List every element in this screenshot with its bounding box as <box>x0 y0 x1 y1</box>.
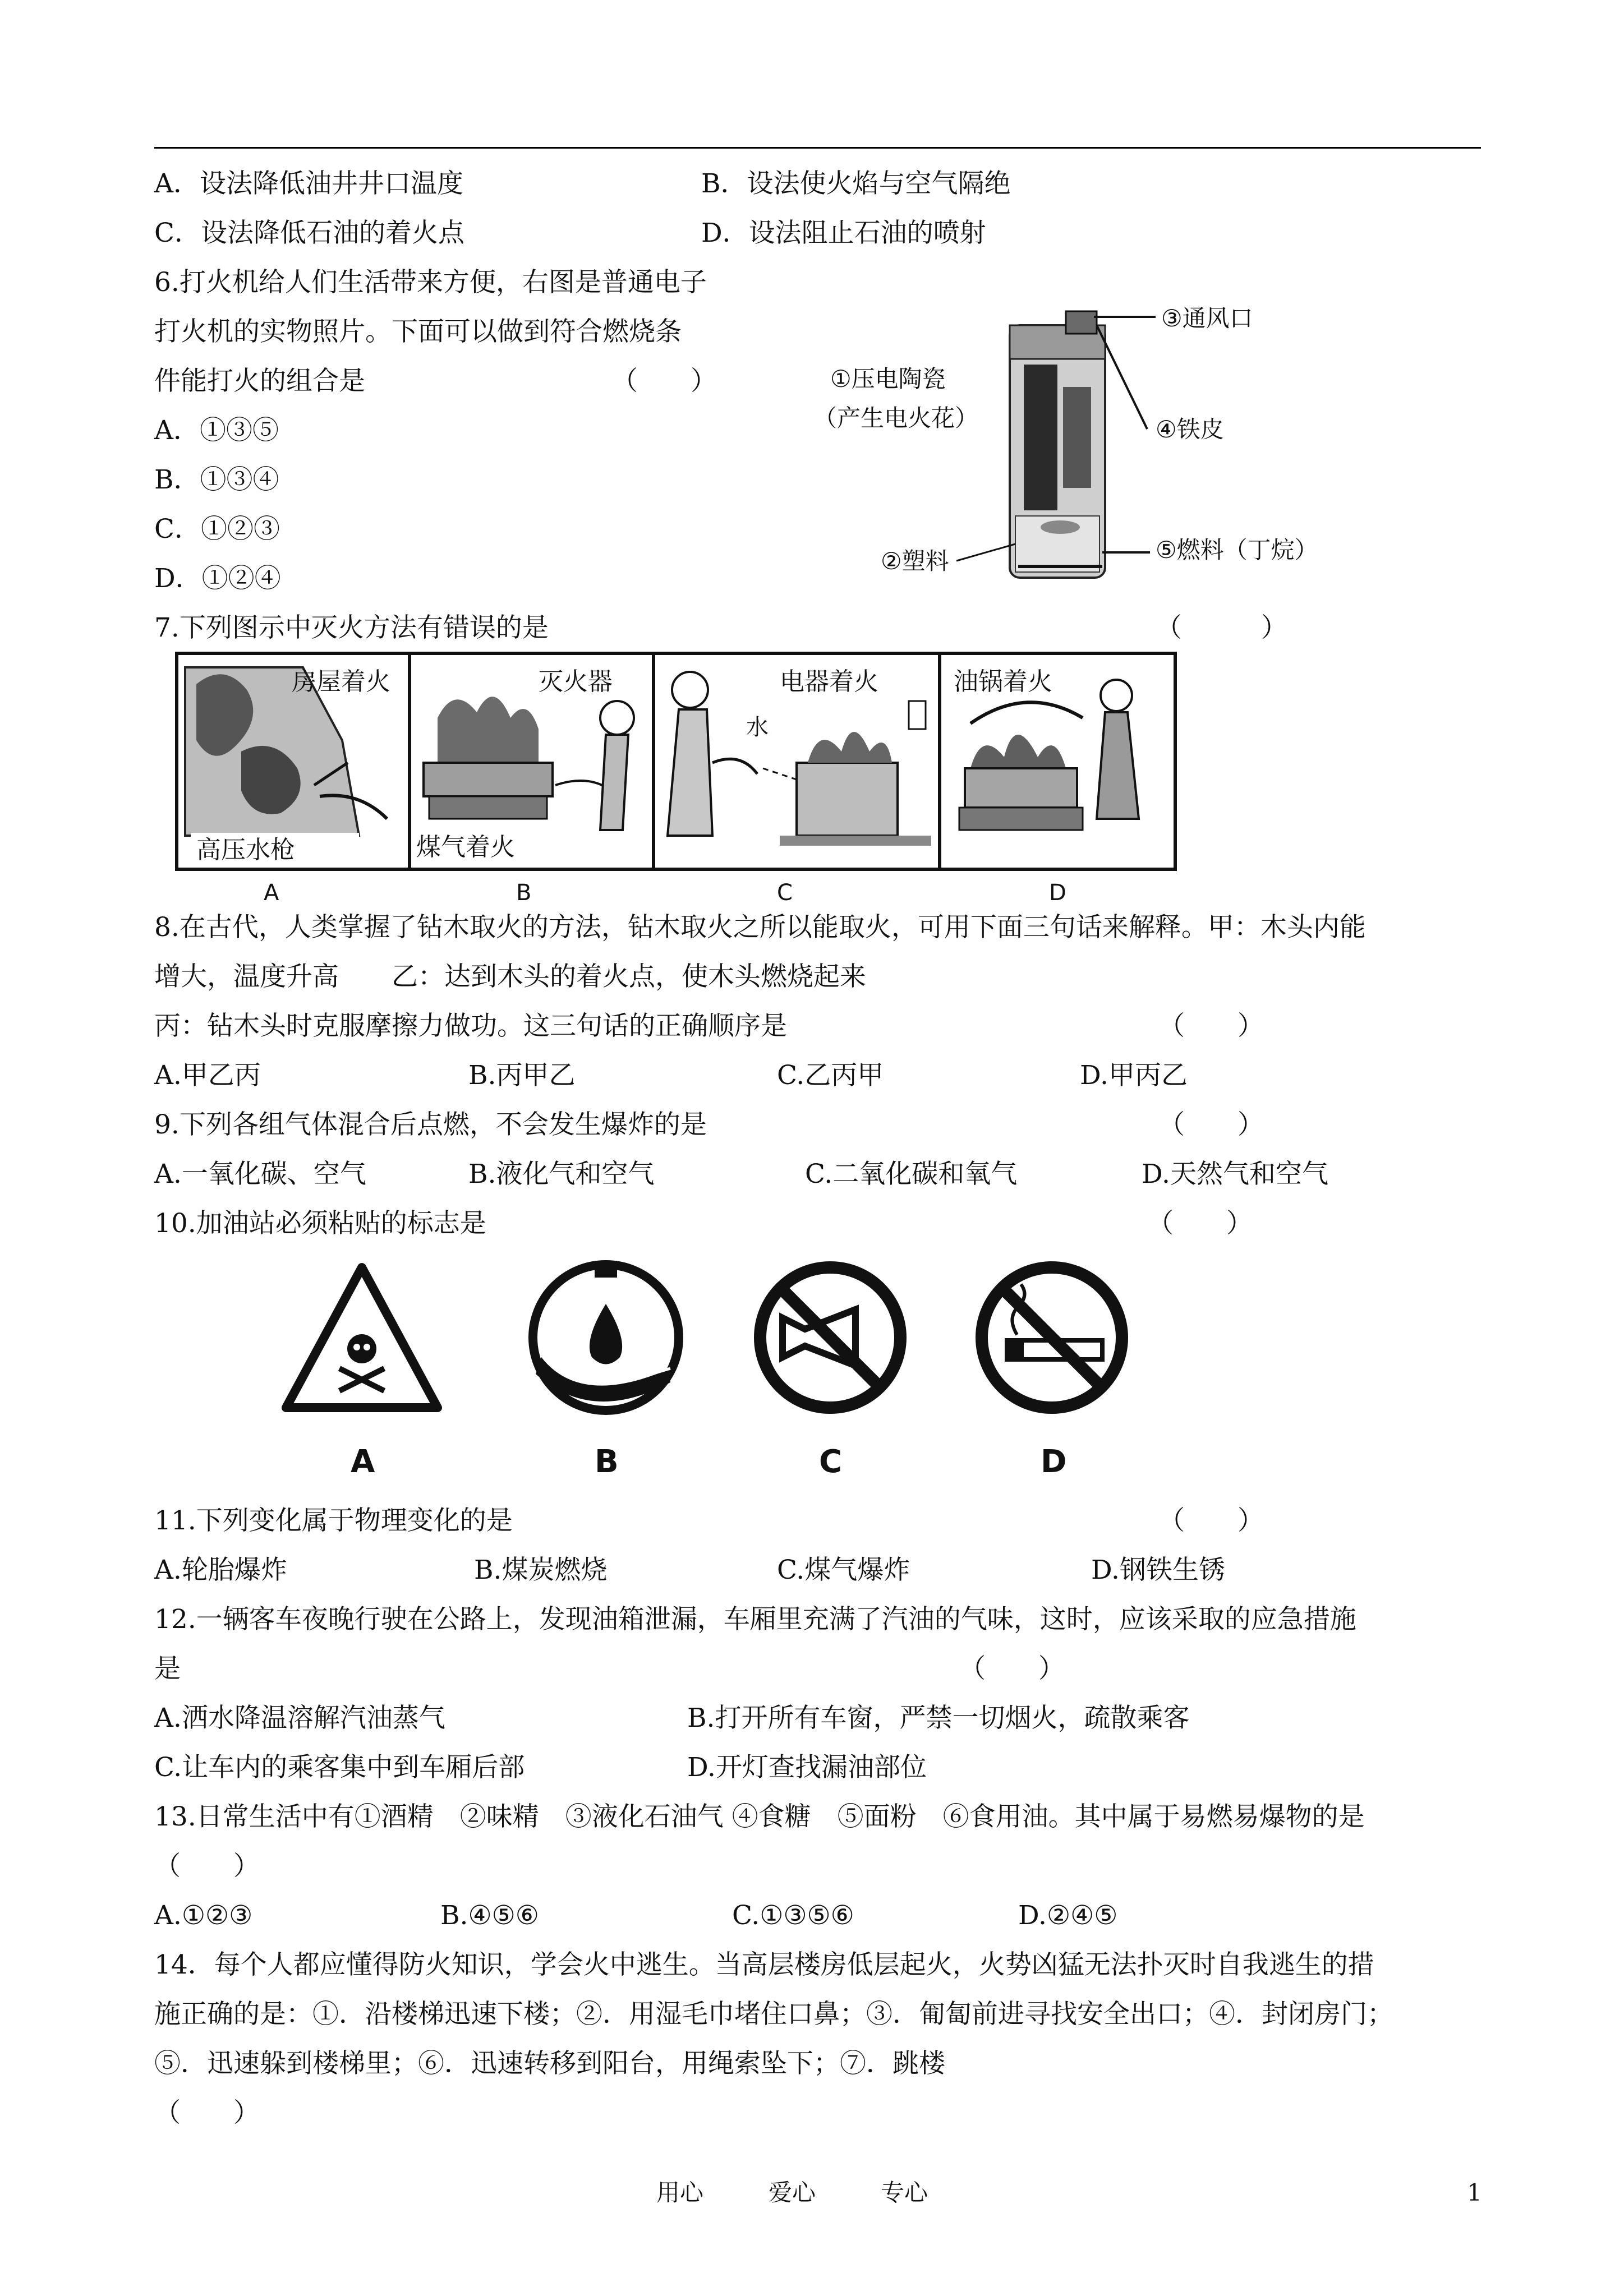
q6-option-c: C．①②③ <box>154 514 280 545</box>
q5-option-b: B．设法使火焰与空气隔绝 <box>701 168 1011 199</box>
lighter-figure <box>813 303 1335 594</box>
q6-stem-line-1: 6.打火机给人们生活带来方便，右图是普通电子 <box>154 267 707 298</box>
q14-stem-line-1: 14．每个人都应懂得防火知识，学会火中逃生。当高层楼房低层起火，火势凶猛无法扑灭时自我逃生的措 <box>154 1949 1374 1980</box>
q12-answer-bracket: （ ） <box>959 1653 1065 1684</box>
q14-answer-bracket: （ ） <box>154 2097 260 2128</box>
q6-option-d: D．①②④ <box>154 563 281 594</box>
q6-answer-bracket: （ ） <box>611 366 717 397</box>
panel-b-caption-top: 灭火器 <box>539 667 613 696</box>
panel-b-caption-bottom: 煤气着火 <box>416 833 515 861</box>
q13-stem: 13.日常生活中有①酒精 ②味精 ③液化石油气 ④食糖 ⑤面粉 ⑥食用油。其中属于易燃易爆物的是 <box>154 1801 1365 1832</box>
q9-option-d: D.天然气和空气 <box>1142 1159 1328 1190</box>
q12-option-d: D.开灯查找漏油部位 <box>687 1752 927 1783</box>
q7-panels-svg <box>174 651 1178 914</box>
q8-answer-bracket: （ ） <box>1158 1011 1264 1041</box>
sign-a-letter: A <box>351 1444 375 1480</box>
q7-answer-bracket: （ ） <box>1156 612 1287 643</box>
footer-motto-2: 爱心 <box>769 2179 816 2206</box>
q12-stem-line-2: 是 <box>154 1653 181 1684</box>
q5-option-d: D．设法阻止石油的喷射 <box>701 218 986 248</box>
q10-stem: 10.加油站必须粘贴的标志是 <box>154 1208 486 1239</box>
q14-stem-line-3: ⑤．迅速躲到楼梯里；⑥．迅速转移到阳台，用绳索坠下；⑦．跳楼 <box>154 2048 945 2079</box>
label-fuel: ⑤燃料（丁烷） <box>1156 536 1318 564</box>
q9-stem: 9.下列各组气体混合后点燃，不会发生爆炸的是 <box>154 1109 707 1140</box>
q9-option-b: B.液化气和空气 <box>468 1159 655 1190</box>
footer-motto-3: 专心 <box>881 2179 928 2206</box>
q6-stem-line-3: 件能打火的组合是 <box>154 366 365 397</box>
q13-answer-bracket: （ ） <box>154 1851 260 1882</box>
sign-d-letter: D <box>1041 1444 1067 1480</box>
q11-option-a: A.轮胎爆炸 <box>154 1555 287 1585</box>
q8-option-b: B.丙甲乙 <box>468 1060 576 1091</box>
panel-d-letter: D <box>1049 880 1066 906</box>
q8-option-d: D.甲丙乙 <box>1080 1060 1188 1091</box>
q6-stem-line-2: 打火机的实物照片。下面可以做到符合燃烧条 <box>154 316 682 347</box>
panel-b-letter: B <box>516 880 532 906</box>
q5-option-a: A．设法降低油井井口温度 <box>154 168 463 199</box>
q8-option-c: C.乙丙甲 <box>777 1060 884 1091</box>
q6-option-b: B．①③④ <box>154 464 279 495</box>
panel-c-caption-top: 电器着火 <box>780 667 878 696</box>
q9-answer-bracket: （ ） <box>1158 1109 1264 1140</box>
sign-c-no-horn-icon <box>760 1267 900 1408</box>
label-piezo: ①压电陶瓷 <box>830 365 946 393</box>
q7-fire-panels <box>174 651 1178 914</box>
panel-c-caption-extra: 水 <box>746 714 769 740</box>
lighter-diagram <box>813 303 1335 594</box>
q9-option-c: C.二氧化碳和氧气 <box>805 1159 1018 1190</box>
sign-b-water-drop-icon <box>533 1261 679 1410</box>
q13-option-b: B.④⑤⑥ <box>440 1900 539 1931</box>
panel-a-caption-bottom: 高压水枪 <box>196 836 295 864</box>
q10-signs-svg <box>278 1256 1175 1481</box>
q5-option-c: C．设法降低石油的着火点 <box>154 218 464 248</box>
q11-option-b: B.煤炭燃烧 <box>474 1555 608 1585</box>
label-iron: ④铁皮 <box>1156 416 1224 443</box>
panel-a-letter: A <box>264 880 279 906</box>
q12-option-c: C.让车内的乘客集中到车厢后部 <box>154 1752 525 1783</box>
q12-option-a: A.洒水降温溶解汽油蒸气 <box>154 1703 445 1733</box>
label-vent: ③通风口 <box>1161 305 1253 332</box>
q8-stem-line-1: 8.在古代，人类掌握了钻木取火的方法，钻木取火之所以能取火，可用下面三句话来解释。甲：木头内能 <box>154 912 1366 943</box>
q10-answer-bracket: （ ） <box>1147 1208 1253 1239</box>
q11-option-d: D.钢铁生锈 <box>1091 1555 1225 1585</box>
sign-d-no-smoking-icon <box>982 1267 1122 1408</box>
footer-motto-1: 用心 <box>656 2179 704 2206</box>
q9-option-a: A.一氧化碳、空气 <box>154 1159 366 1190</box>
q7-stem: 7.下列图示中灭火方法有错误的是 <box>154 612 549 643</box>
q14-stem-line-2: 施正确的是：①．沿楼梯迅速下楼；②．用湿毛巾堵住口鼻；③．匍匐前进寻找安全出口；④．封闭房门； <box>154 1999 1393 2030</box>
q8-stem-line-3: 丙：钻木头时克服摩擦力做功。这三句话的正确顺序是 <box>154 1011 787 1041</box>
panel-c-letter: C <box>777 880 793 906</box>
q11-stem: 11.下列变化属于物理变化的是 <box>154 1505 513 1536</box>
q12-stem-line-1: 12.一辆客车夜晚行驶在公路上，发现油箱泄漏，车厢里充满了汽油的气味，这时，应该采取的应急措施 <box>154 1604 1356 1635</box>
q13-option-d: D.②④⑤ <box>1018 1900 1118 1931</box>
sign-a-toxic-icon <box>286 1267 438 1408</box>
header-rule <box>154 147 1481 149</box>
sign-b-letter: B <box>595 1444 619 1480</box>
q13-option-c: C.①③⑤⑥ <box>732 1900 854 1931</box>
q13-option-a: A.①②③ <box>154 1900 253 1931</box>
q11-option-c: C.煤气爆炸 <box>777 1555 910 1585</box>
q12-option-b: B.打开所有车窗，严禁一切烟火，疏散乘客 <box>687 1703 1190 1733</box>
panel-a-caption-top: 房屋着火 <box>292 667 390 696</box>
label-spark: （产生电火花） <box>813 404 979 432</box>
q8-option-a: A.甲乙丙 <box>154 1060 261 1091</box>
q8-stem-line-2: 增大，温度升高 乙：达到木头的着火点，使木头燃烧起来 <box>154 961 866 992</box>
panel-d-caption-top: 油锅着火 <box>954 667 1052 696</box>
q11-answer-bracket: （ ） <box>1158 1505 1264 1536</box>
q10-signs <box>278 1256 1175 1481</box>
sign-c-letter: C <box>819 1444 843 1480</box>
page-number: 1 <box>1467 2179 1482 2206</box>
q6-option-a: A．①③⑤ <box>154 415 279 446</box>
label-plastic: ②塑料 <box>881 547 949 575</box>
